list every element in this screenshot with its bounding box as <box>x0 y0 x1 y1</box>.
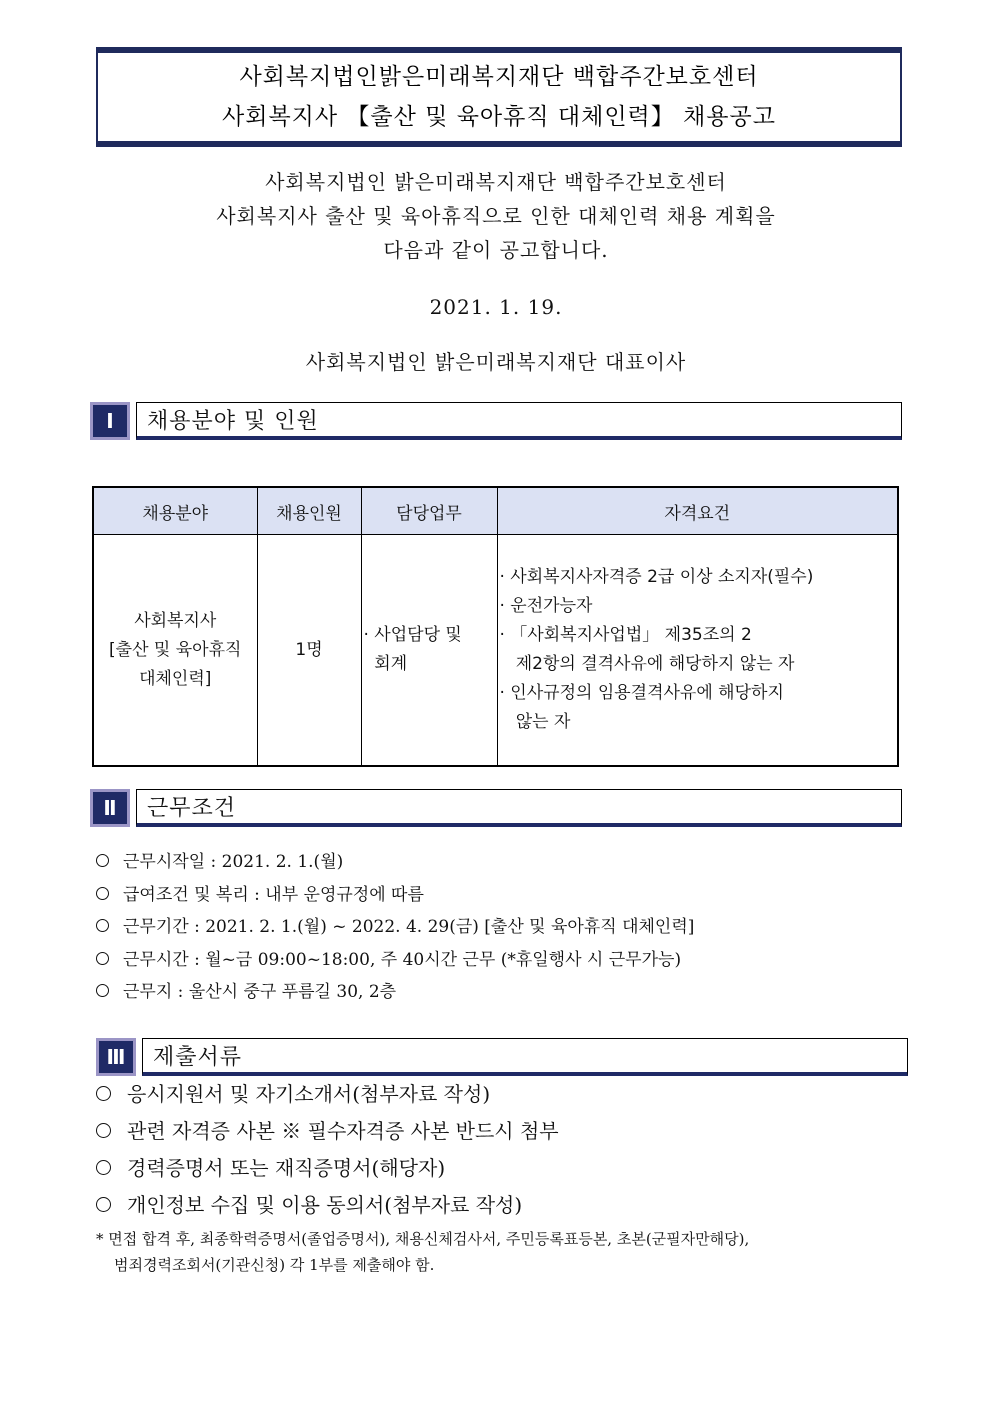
condition-text: 근무시작일 : 2021. 2. 1.(월) <box>123 852 344 872</box>
requirement-line: · 사회복지사자격증 2급 이상 소지자(필수) <box>499 567 814 587</box>
column-header: 자격요건 <box>497 487 898 535</box>
list-item <box>96 911 694 944</box>
announcement-date <box>0 290 992 324</box>
duty-line: 회계 <box>363 654 408 674</box>
list-item <box>96 976 694 1009</box>
condition-text: 급여조건 및 복리 : 내부 운영규정에 따름 <box>123 884 424 905</box>
circle-bullet-icon <box>96 887 109 900</box>
condition-text: 근무기간 : 2021. 2. 1.(월) ~ 2022. 4. 29(금) [출산 및 육아휴직 대체인력] <box>123 917 695 937</box>
intro-line: 사회복지사 출산 및 육아휴직으로 인한 대체인력 채용 계획을 <box>216 204 776 228</box>
document-text: 경력증명서 또는 재직증명서(해당자) <box>127 1156 446 1180</box>
document-text: 응시지원서 및 자기소개서(첨부자료 작성) <box>127 1082 491 1106</box>
list-item <box>96 1187 559 1224</box>
title-box <box>96 47 902 147</box>
requirement-line: · 운전가능자 <box>499 596 593 616</box>
list-item <box>96 879 694 912</box>
cell-field <box>93 535 257 767</box>
section-heading-1 <box>90 402 902 440</box>
document-text: 개인정보 수집 및 이용 동의서(첨부자료 작성) <box>127 1193 523 1217</box>
intro-line: 사회복지법인 밝은미래복지재단 백합주간보호센터 <box>265 170 727 194</box>
circle-bullet-icon <box>96 1160 111 1175</box>
requirement-line: · 인사규정의 임용결격사유에 해당하지 <box>499 683 784 703</box>
section-number: Ⅲ <box>96 1038 136 1076</box>
footnote-line: * 면접 합격 후, 최종학력증명서(졸업증명서), 채용신체검사서, 주민등록표등본, 초본(군필자만해당), <box>96 1230 750 1248</box>
field-line: [출산 및 육아휴직 <box>109 639 242 660</box>
date-text: 2021. 1. 19. <box>429 295 563 319</box>
requirement-line: 않는 자 <box>499 712 571 732</box>
column-header: 채용인원 <box>257 487 361 535</box>
signer <box>0 345 992 379</box>
condition-text: 근무시간 : 월~금 09:00~18:00, 주 40시간 근무 (*휴일행사 시 근무가능) <box>123 949 682 970</box>
circle-bullet-icon <box>96 1123 111 1138</box>
table-row <box>93 535 898 767</box>
recruitment-table <box>92 486 899 767</box>
circle-bullet-icon <box>96 919 109 932</box>
section-title: 근무조건 <box>136 789 902 827</box>
section-title: 채용분야 및 인원 <box>136 402 902 440</box>
list-item <box>96 1150 559 1187</box>
field-line: 사회복지사 <box>134 610 217 631</box>
cell-duty <box>361 535 497 767</box>
duty-line: · 사업담당 및 <box>363 625 462 645</box>
list-item <box>96 1113 559 1150</box>
intro-paragraph <box>0 165 992 267</box>
column-header: 채용분야 <box>93 487 257 535</box>
requirement-line: · 「사회복지사업법」 제35조의 2 <box>499 625 752 645</box>
section-heading-2 <box>90 789 902 827</box>
list-item <box>96 1076 559 1113</box>
table-header-row <box>93 487 898 535</box>
condition-text: 근무지 : 울산시 중구 푸름길 30, 2층 <box>123 982 397 1002</box>
documents-list <box>96 1076 559 1224</box>
footnote-line: 범죄경력조회서(기관신청) 각 1부를 제출해야 함. <box>114 1256 435 1274</box>
work-conditions-list <box>96 846 694 1009</box>
section-title: 제출서류 <box>142 1038 908 1076</box>
requirement-line: 제2항의 결격사유에 해당하지 않는 자 <box>499 654 795 674</box>
section-number: Ⅰ <box>90 402 130 440</box>
intro-line: 다음과 같이 공고합니다. <box>383 238 609 262</box>
signer-text: 사회복지법인 밝은미래복지재단 대표이사 <box>305 350 687 374</box>
circle-bullet-icon <box>96 952 109 965</box>
document-text: 관련 자격증 사본 ※ 필수자격증 사본 반드시 첨부 <box>127 1119 559 1143</box>
field-line: 대체인력] <box>139 668 212 689</box>
list-item <box>96 944 694 977</box>
section-heading-3 <box>96 1038 908 1076</box>
section-number: Ⅱ <box>90 789 130 827</box>
circle-bullet-icon <box>96 854 109 867</box>
title-line-2: 사회복지사 【출산 및 육아휴직 대체인력】 채용공고 <box>222 104 776 130</box>
column-header: 담당업무 <box>361 487 497 535</box>
cell-requirements <box>497 535 898 767</box>
circle-bullet-icon <box>96 1086 111 1101</box>
list-item <box>96 846 694 879</box>
circle-bullet-icon <box>96 1197 111 1212</box>
cell-count: 1명 <box>257 535 361 767</box>
circle-bullet-icon <box>96 984 109 997</box>
footnote <box>96 1226 749 1278</box>
title-line-1: 사회복지법인밝은미래복지재단 백합주간보호센터 <box>239 64 759 90</box>
